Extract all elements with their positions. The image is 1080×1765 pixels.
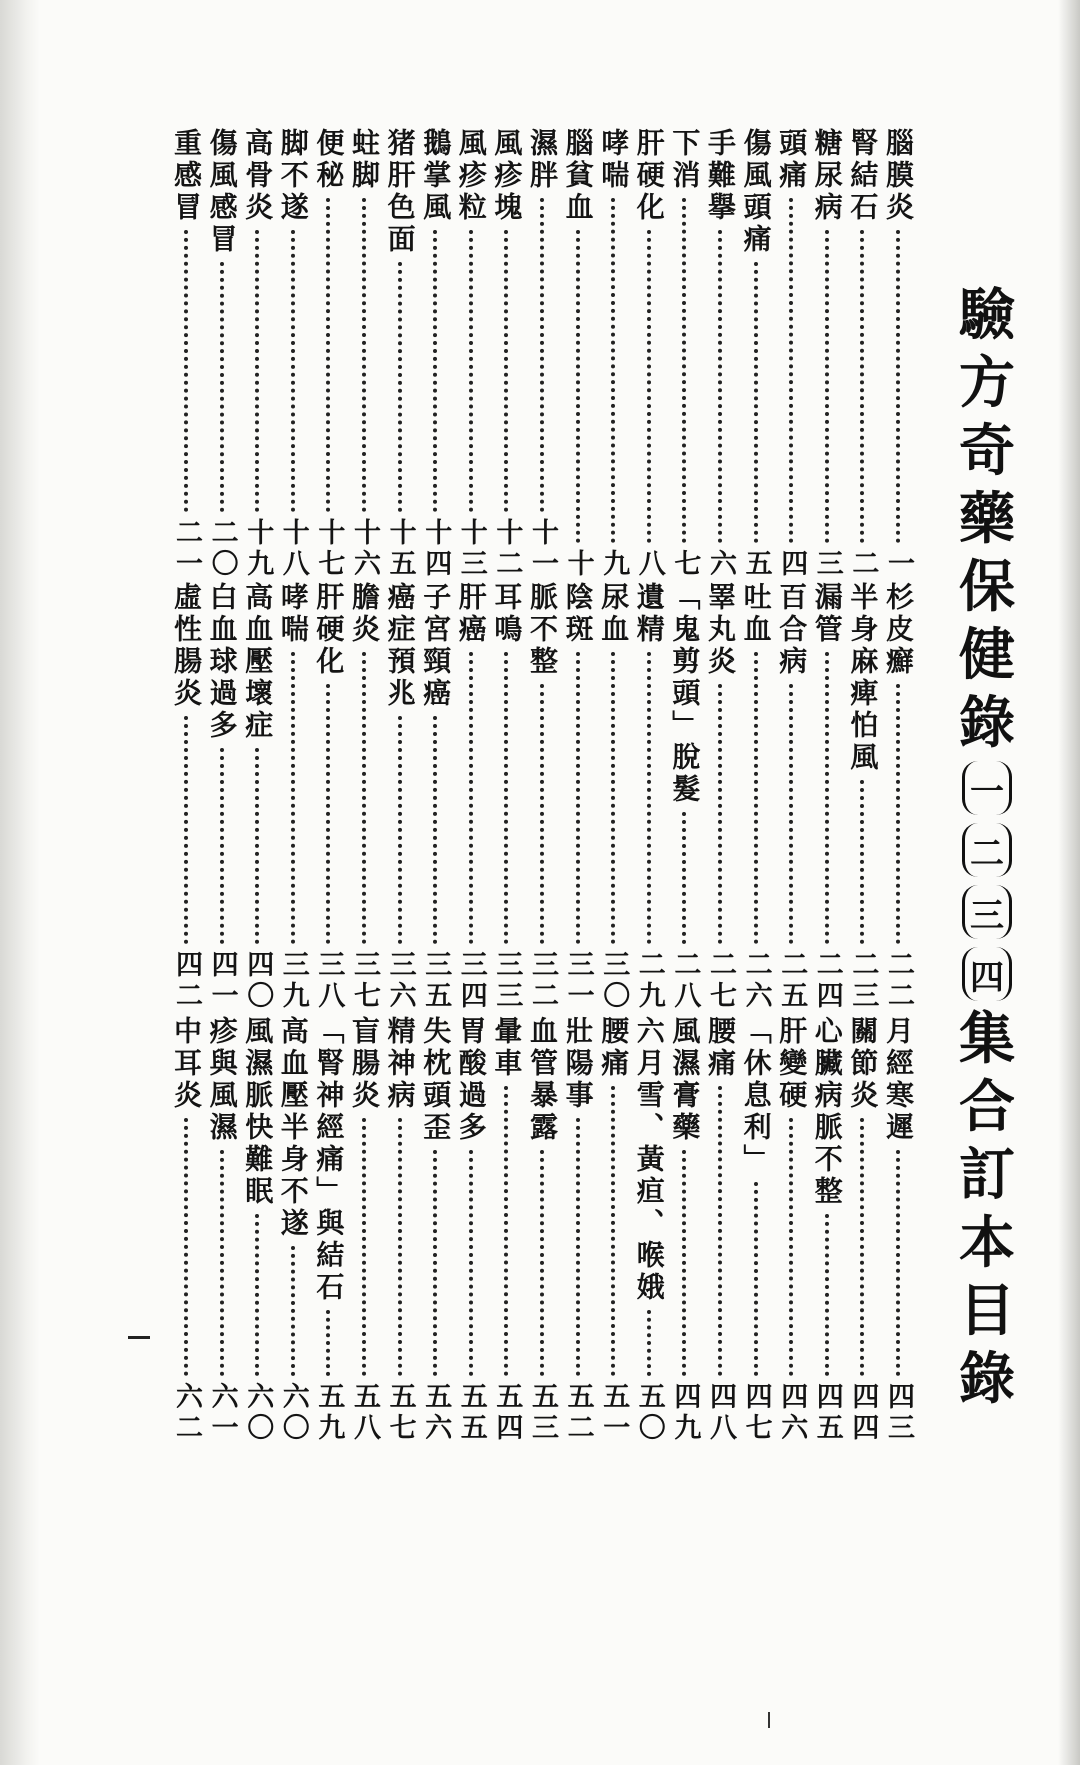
dotted-leader — [896, 684, 900, 944]
dotted-leader — [825, 230, 829, 543]
dotted-leader — [789, 198, 793, 543]
toc-entry-page: 五五 — [455, 1382, 487, 1444]
toc-entry — [310, 1016, 346, 1444]
toc-entry — [844, 128, 880, 580]
toc-entry-title: 「休息利」 — [739, 1016, 773, 1176]
toc-entry-title: 心臟病脈不整 — [810, 1016, 844, 1208]
toc-entry — [702, 582, 738, 1012]
toc-entry — [631, 128, 667, 580]
toc-entry-title: 鵝掌風 — [419, 128, 453, 224]
toc-entry-title: 壯陽事 — [561, 1016, 595, 1112]
toc-entry — [382, 128, 418, 580]
toc-entry-page: 三〇 — [598, 950, 630, 1012]
dotted-leader — [754, 652, 758, 944]
dotted-leader — [896, 230, 900, 543]
toc-entry — [595, 128, 631, 580]
toc-entry-title: 癌症預兆 — [383, 582, 417, 710]
toc-entry-page: 四一 — [206, 950, 238, 1012]
title-char: 本 — [959, 1210, 1015, 1276]
toc-entry-page: 六〇 — [277, 1382, 309, 1444]
toc-entry — [880, 128, 916, 580]
dotted-leader — [469, 1150, 473, 1376]
toc-entry-page: 十三 — [455, 518, 487, 580]
toc-entry-page: 五八 — [349, 1382, 380, 1444]
toc-entry-page: 二八 — [669, 950, 701, 1012]
toc-entry-page: 一 — [883, 549, 914, 580]
toc-entry — [346, 1016, 382, 1444]
toc-entry — [738, 582, 774, 1012]
toc-entry — [417, 1016, 453, 1444]
dotted-leader — [504, 230, 508, 512]
toc-entry-page: 二七 — [705, 950, 736, 1012]
toc-entry-title: 便秘 — [312, 128, 346, 192]
toc-entry-title: 膽炎 — [348, 582, 381, 646]
toc-entry — [773, 128, 809, 580]
volume-number: 三 — [962, 885, 1012, 939]
toc-entry — [310, 582, 346, 1012]
dotted-leader — [398, 716, 402, 944]
dotted-leader — [184, 716, 188, 944]
toc-entry-page: 六〇 — [242, 1382, 274, 1444]
toc-entry-title: 重感冒 — [170, 128, 203, 224]
toc-entry-page: 五一 — [598, 1382, 630, 1444]
dotted-leader — [896, 1150, 900, 1376]
toc-entry-title: 精神病 — [383, 1016, 417, 1112]
toc-entry — [204, 128, 240, 580]
toc-entry-page: 五三 — [527, 1382, 558, 1444]
toc-entry — [488, 128, 524, 580]
toc-entry — [275, 582, 311, 1012]
dotted-leader — [433, 716, 437, 944]
toc-entry — [524, 128, 560, 580]
title-char: 訂 — [959, 1142, 1015, 1208]
dotted-leader — [362, 198, 366, 512]
toc-entry-page: 十七 — [313, 518, 345, 580]
toc-entry-title: 哮喘 — [597, 128, 631, 192]
dotted-leader — [825, 652, 829, 944]
toc-entry-page: 七 — [669, 549, 701, 580]
toc-entry — [773, 582, 809, 1012]
dotted-leader — [398, 262, 402, 512]
dotted-leader — [326, 684, 330, 944]
dotted-leader — [469, 652, 473, 944]
toc-entry-page: 四五 — [811, 1382, 843, 1444]
toc-entry-page: 十九 — [242, 518, 274, 580]
toc-entry-page: 九 — [598, 549, 630, 580]
dotted-leader — [647, 230, 651, 543]
toc-entry-page: 五九 — [313, 1382, 345, 1444]
toc-entry-title: 耳鳴 — [490, 582, 524, 646]
toc-entry — [346, 128, 382, 580]
toc-entry-page: 五〇 — [633, 1382, 665, 1444]
dotted-leader — [184, 1118, 188, 1376]
toc-entry-page: 三六 — [384, 950, 416, 1012]
toc-entry-title: 傷風感冒 — [205, 128, 239, 256]
toc-entry-page: 二二 — [883, 950, 914, 1012]
toc-entry — [310, 128, 346, 580]
toc-entry — [702, 128, 738, 580]
toc-entry — [417, 582, 453, 1012]
toc-entry-title: 腦貧血 — [561, 128, 595, 224]
toc-entry-page: 四八 — [705, 1382, 736, 1444]
dotted-leader — [825, 1214, 829, 1376]
toc-entry-page: 三八 — [313, 950, 345, 1012]
title-char: 集 — [959, 1006, 1015, 1072]
toc-entry-title: 風濕脈快難眠 — [241, 1016, 275, 1208]
toc-entry-title: 猪肝色面 — [383, 128, 417, 256]
dotted-leader — [255, 230, 259, 512]
toc-entry — [809, 582, 845, 1012]
toc-entry-title: 脈不整 — [526, 582, 559, 678]
toc-entry-title: 高血壓半身不遂 — [276, 1016, 310, 1240]
dotted-leader — [291, 652, 295, 944]
toc-entry — [488, 1016, 524, 1444]
book-title — [952, 282, 1022, 1412]
toc-entry-page: 四二 — [171, 950, 202, 1012]
toc-entry-page: 三 — [811, 549, 843, 580]
toc-entry-page: 十六 — [349, 518, 380, 580]
toc-entry-page: 二〇 — [206, 518, 238, 580]
toc-entry-title: 陰斑 — [561, 582, 595, 646]
toc-entry — [239, 1016, 275, 1444]
toc-entry — [382, 582, 418, 1012]
volume-number: 二 — [962, 823, 1012, 877]
toc-entry — [560, 128, 596, 580]
toc-entry-page: 六 — [705, 549, 736, 580]
dotted-leader — [647, 652, 651, 944]
toc-entry-title: 高骨炎 — [241, 128, 275, 224]
dotted-leader — [326, 198, 330, 512]
dotted-leader — [611, 1086, 615, 1376]
toc-entry — [417, 128, 453, 580]
toc-entry-title: 腦膜炎 — [882, 128, 915, 224]
toc-entry-page: 三九 — [277, 950, 309, 1012]
dotted-leader — [398, 1118, 402, 1376]
toc-entry-page: 二六 — [740, 950, 772, 1012]
dotted-leader — [504, 652, 508, 944]
toc-entry-title: 哮喘 — [276, 582, 310, 646]
toc-entry-title: 半身麻痺怕風 — [846, 582, 880, 774]
toc-entry-title: 脚不遂 — [276, 128, 310, 224]
toc-entry — [239, 582, 275, 1012]
toc-entry-title: 子宮頸癌 — [419, 582, 453, 710]
title-char: 奇 — [959, 418, 1015, 484]
toc-entry-title: 傷風頭痛 — [739, 128, 773, 256]
toc-entry-page: 八 — [633, 549, 665, 580]
toc-entry-page: 十一 — [527, 518, 558, 580]
toc-entry — [204, 582, 240, 1012]
toc-entry-title: 疹與風濕 — [205, 1016, 239, 1144]
toc-entry-page: 四六 — [776, 1382, 808, 1444]
toc-entry — [631, 582, 667, 1012]
dotted-leader — [220, 748, 224, 944]
toc-entry — [560, 582, 596, 1012]
toc-entry-title: 「腎神經痛」與結石 — [312, 1016, 346, 1304]
toc-entry-title: 糖尿病 — [810, 128, 844, 224]
toc-entry-title: 肝硬化 — [632, 128, 666, 224]
dotted-leader — [504, 1086, 508, 1376]
toc-entry-title: 腎結石 — [846, 128, 880, 224]
toc-entry-page: 五二 — [562, 1382, 594, 1444]
toc-entry-page: 五四 — [491, 1382, 523, 1444]
toc-entry — [524, 1016, 560, 1444]
toc-entry-page: 四四 — [847, 1382, 879, 1444]
dotted-leader — [576, 1118, 580, 1376]
volume-number: 四 — [962, 947, 1012, 1001]
title-char: 方 — [959, 350, 1015, 416]
toc-entry — [666, 582, 702, 1012]
dotted-leader — [291, 230, 295, 512]
toc-entry-page: 四九 — [669, 1382, 701, 1444]
dotted-leader — [718, 684, 722, 944]
toc-entry-page: 五七 — [384, 1382, 416, 1444]
toc-entry-page: 四 — [776, 549, 808, 580]
scan-shadow-left — [0, 0, 40, 1765]
dotted-leader — [789, 1118, 793, 1376]
title-char: 保 — [959, 554, 1015, 620]
toc-entry-title: 風濕膏藥 — [668, 1016, 702, 1144]
toc-entry-page: 十四 — [420, 518, 452, 580]
toc-entry — [560, 1016, 596, 1444]
toc-entry-title: 腰痛 — [597, 1016, 631, 1080]
dotted-leader — [326, 1310, 330, 1376]
toc-entry-page: 四七 — [740, 1382, 772, 1444]
toc-entry-title: 白血球過多 — [205, 582, 239, 742]
toc-entry-title: 關節炎 — [846, 1016, 880, 1112]
toc-entry — [453, 1016, 489, 1444]
dotted-leader — [362, 1118, 366, 1376]
toc-entry-title: 下消 — [668, 128, 702, 192]
dotted-leader — [682, 812, 686, 944]
toc-entry-page: 四〇 — [242, 950, 274, 1012]
toc-entry-page: 二九 — [633, 950, 665, 1012]
dotted-leader — [291, 1246, 295, 1376]
toc-entry — [773, 1016, 809, 1444]
stray-print-mark — [768, 1712, 770, 1728]
toc-entry — [382, 1016, 418, 1444]
toc-entry-page: 五六 — [420, 1382, 452, 1444]
dotted-leader — [647, 1310, 651, 1376]
toc-entry-title: 漏管 — [810, 582, 844, 646]
dotted-leader — [184, 230, 188, 512]
toc-entry-page: 三一 — [562, 950, 594, 1012]
dotted-leader — [540, 198, 544, 512]
toc-entry — [631, 1016, 667, 1444]
dotted-leader — [754, 262, 758, 543]
toc-entry-page: 三七 — [349, 950, 380, 1012]
toc-entry-page: 十二 — [491, 518, 523, 580]
toc-entry-title: 手難擧 — [704, 128, 737, 224]
toc-entry — [595, 582, 631, 1012]
toc-entry — [346, 582, 382, 1012]
toc-entry-title: 頭痛 — [775, 128, 809, 192]
toc-entry-page: 十八 — [277, 518, 309, 580]
toc-entry-title: 吐血 — [739, 582, 773, 646]
toc-entry-title: 睪丸炎 — [704, 582, 737, 678]
toc-entry-title: 腰痛 — [704, 1016, 737, 1080]
toc-entry-title: 蛀脚 — [348, 128, 381, 192]
title-char: 錄 — [959, 1346, 1015, 1412]
dotted-leader — [789, 684, 793, 944]
toc-entry-page: 三五 — [420, 950, 452, 1012]
toc-entry-title: 肝癌 — [454, 582, 488, 646]
title-char: 健 — [959, 622, 1015, 688]
dotted-leader — [682, 198, 686, 543]
toc-entry-title: 中耳炎 — [170, 1016, 203, 1112]
toc-entry-page: 六二 — [171, 1382, 202, 1444]
toc-entry-title: 杉皮癬 — [882, 582, 915, 678]
toc-entry — [738, 1016, 774, 1444]
dotted-leader — [860, 1118, 864, 1376]
toc-entry — [666, 128, 702, 580]
dotted-leader — [860, 230, 864, 543]
dotted-leader — [433, 1150, 437, 1376]
page-folio-mark — [128, 1336, 150, 1339]
title-char: 錄 — [959, 690, 1015, 756]
toc-entry-page: 三四 — [455, 950, 487, 1012]
volume-number: 一 — [962, 761, 1012, 815]
dotted-leader — [718, 1086, 722, 1376]
dotted-leader — [362, 652, 366, 944]
toc-entry-title: 肝硬化 — [312, 582, 346, 678]
toc-entry-title: 高血壓壞症 — [241, 582, 275, 742]
dotted-leader — [540, 684, 544, 944]
toc-entry — [702, 1016, 738, 1444]
toc-entry-page: 三二 — [527, 950, 558, 1012]
toc-entry-title: 六月雪、黃疸、喉娥 — [632, 1016, 666, 1304]
dotted-leader — [576, 230, 580, 543]
toc-entry — [524, 582, 560, 1012]
toc-entry — [880, 582, 916, 1012]
dotted-leader — [576, 652, 580, 944]
dotted-leader — [220, 1150, 224, 1376]
toc-entry — [239, 128, 275, 580]
toc-entry-page: 二一 — [171, 518, 202, 580]
toc-entry-title: 百合病 — [775, 582, 809, 678]
toc-entry-title: 失枕頭歪 — [419, 1016, 453, 1144]
toc-entry — [168, 1016, 204, 1444]
dotted-leader — [255, 1214, 259, 1376]
toc-entry-title: 盲腸炎 — [348, 1016, 381, 1112]
toc-entry — [275, 128, 311, 580]
dotted-leader — [220, 262, 224, 512]
toc-entry — [844, 1016, 880, 1444]
title-char: 目 — [959, 1278, 1015, 1344]
toc-entry — [204, 1016, 240, 1444]
toc-entry-title: 虛性腸炎 — [170, 582, 203, 710]
toc-entry — [844, 582, 880, 1012]
toc-entry — [595, 1016, 631, 1444]
toc-entry-title: 肝變硬 — [775, 1016, 809, 1112]
toc-entry-title: 月經寒遲 — [882, 1016, 915, 1144]
title-char: 驗 — [959, 282, 1015, 348]
toc-entry-title: 風疹塊 — [490, 128, 524, 224]
toc-entry-title: 濕胖 — [526, 128, 559, 192]
toc-entry-title: 風疹粒 — [454, 128, 488, 224]
toc-entry-page: 六一 — [206, 1382, 238, 1444]
toc-entry-title: 胃酸過多 — [454, 1016, 488, 1144]
dotted-leader — [469, 230, 473, 512]
toc-entry-page: 二 — [847, 549, 879, 580]
toc-entry — [168, 128, 204, 580]
toc-entry-title: 血管暴露 — [526, 1016, 559, 1144]
dotted-leader — [682, 1150, 686, 1376]
dotted-leader — [540, 1150, 544, 1376]
toc-entry — [809, 1016, 845, 1444]
toc-entry-page: 二五 — [776, 950, 808, 1012]
toc-entry-page: 五 — [740, 549, 772, 580]
toc-entry-title: 遺精 — [632, 582, 666, 646]
dotted-leader — [754, 1182, 758, 1376]
toc-entry — [168, 582, 204, 1012]
dotted-leader — [611, 198, 615, 543]
toc-entry — [738, 128, 774, 580]
toc-entry — [809, 128, 845, 580]
dotted-leader — [860, 780, 864, 944]
title-char: 合 — [959, 1074, 1015, 1140]
scan-shadow-right — [1058, 0, 1080, 1765]
toc-entry-title: 「鬼剪頭」脫髮 — [668, 582, 702, 806]
toc-entry-title: 尿血 — [597, 582, 631, 646]
toc-entry — [880, 1016, 916, 1444]
toc-entry — [275, 1016, 311, 1444]
toc-entry-page: 二三 — [847, 950, 879, 1012]
toc-entry — [453, 582, 489, 1012]
toc-entry-page: 四三 — [883, 1382, 914, 1444]
dotted-leader — [255, 748, 259, 944]
toc-entry-title: 暈車 — [490, 1016, 524, 1080]
dotted-leader — [718, 230, 722, 543]
toc-entry — [453, 128, 489, 580]
toc-entry — [488, 582, 524, 1012]
dotted-leader — [611, 652, 615, 944]
title-char: 藥 — [959, 486, 1015, 552]
toc-entry-page: 十 — [562, 549, 594, 580]
toc-entry — [666, 1016, 702, 1444]
toc-entry-page: 三三 — [491, 950, 523, 1012]
toc-entry-page: 二四 — [811, 950, 843, 1012]
dotted-leader — [433, 230, 437, 512]
toc-entry-page: 十五 — [384, 518, 416, 580]
